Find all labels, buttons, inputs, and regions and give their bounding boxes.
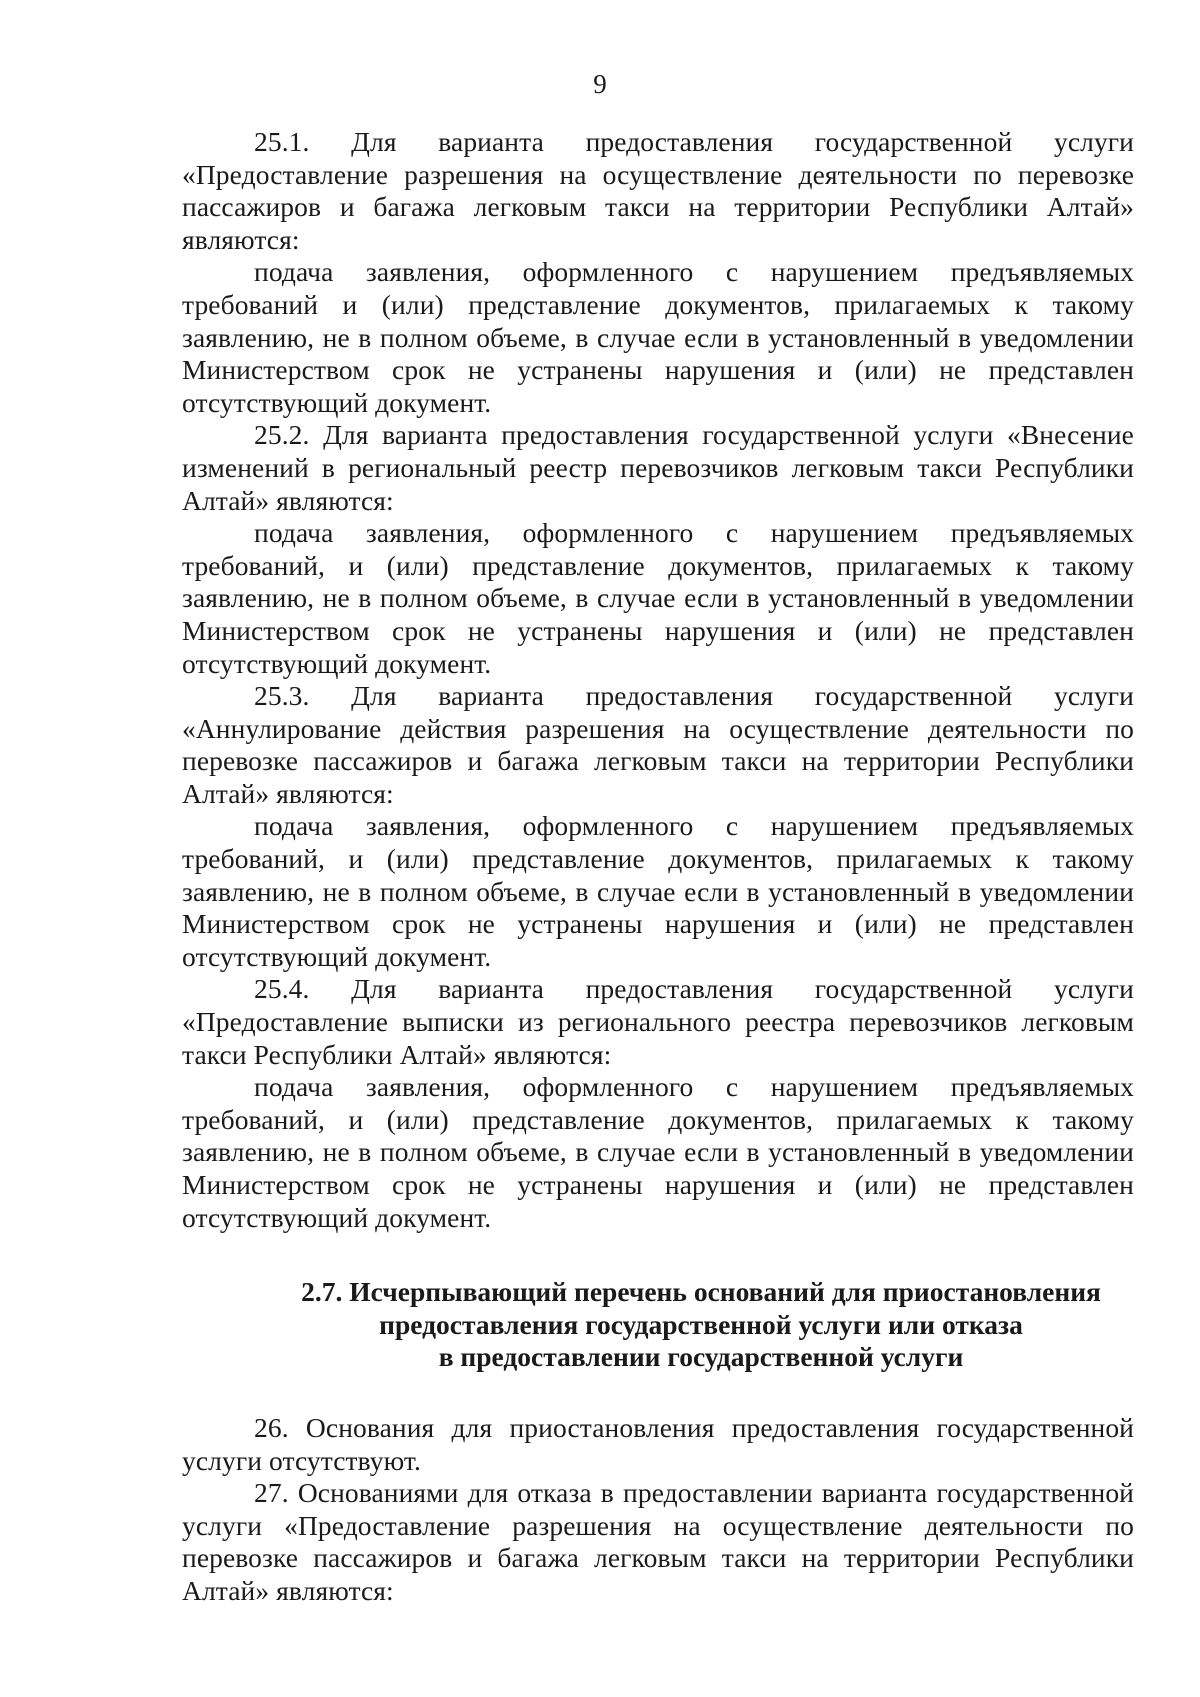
paragraph-27: 27. Основаниями для отказа в предоставлении варианта государственной услуги «Предоставление разрешения на осуществление деятельности по перевозке пассажиров и багажа легковым такси на территории Республики Алтай» являются:: [182, 1477, 1134, 1606]
document-body: [182, 126, 1134, 1608]
paragraph-25-4-item: подача заявления, оформленного с нарушением предъявляемых требований, и (или) представление документов, прилагаемых к такому заявлению, не в полном объеме, в случае если в установленный в уведомлении Министерством срок не устранены нарушения и (или) не представлен отсутствующий документ.: [182, 1071, 1134, 1233]
paragraph-26: 26. Основания для приостановления предоставления государственной услуги отсутствуют.: [182, 1411, 1134, 1476]
paragraph-25-3: 25.3. Для варианта предоставления государственной услуги «Аннулирование действия разрешения на осуществление деятельности по перевозке пассажиров и багажа легковым такси на территории Республики Алтай» являются:: [182, 680, 1134, 809]
paragraph-25-2: 25.2. Для варианта предоставления государственной услуги «Внесение изменений в региональный реестр перевозчиков легковым такси Республики Алтай» являются:: [182, 419, 1134, 516]
paragraph-25-4: 25.4. Для варианта предоставления государственной услуги «Предоставление выписки из регионального реестра перевозчиков легковым такси Республики Алтай» являются:: [182, 973, 1134, 1070]
page-number: 9: [593, 69, 607, 99]
paragraph-25-3-item: подача заявления, оформленного с нарушением предъявляемых требований, и (или) представление документов, прилагаемых к такому заявлению, не в полном объеме, в случае если в установленный в уведомлении Министерством срок не устранены нарушения и (или) не представлен отсутствующий документ.: [182, 810, 1134, 972]
paragraph-25-1: 25.1. Для варианта предоставления государственной услуги «Предоставление разрешения на осуществление деятельности по перевозке пассажиров и багажа легковым такси на территории Республики Алтай» являются:: [182, 126, 1134, 255]
section-heading-line-3: в предоставлении государственной услуги: [438, 1341, 964, 1373]
paragraph-25-2-item: подача заявления, оформленного с нарушением предъявляемых требований, и (или) представление документов, прилагаемых к такому заявлению, не в полном объеме, в случае если в установленный в уведомлении Министерством срок не устранены нарушения и (или) не представлен отсутствующий документ.: [182, 517, 1134, 679]
section-heading-line-1: 2.7. Исчерпывающий перечень оснований для приостановления: [301, 1276, 1101, 1308]
paragraph-25-1-item: подача заявления, оформленного с нарушением предъявляемых требований и (или) представление документов, прилагаемых к такому заявлению, не в полном объеме, в случае если в установленный в уведомлении Министерством срок не устранены нарушения и (или) не представлен отсутствующий документ.: [182, 256, 1134, 418]
section-heading-line-2: предоставления государственной услуги или отказа: [379, 1308, 1023, 1340]
section-heading: [182, 1276, 1134, 1374]
